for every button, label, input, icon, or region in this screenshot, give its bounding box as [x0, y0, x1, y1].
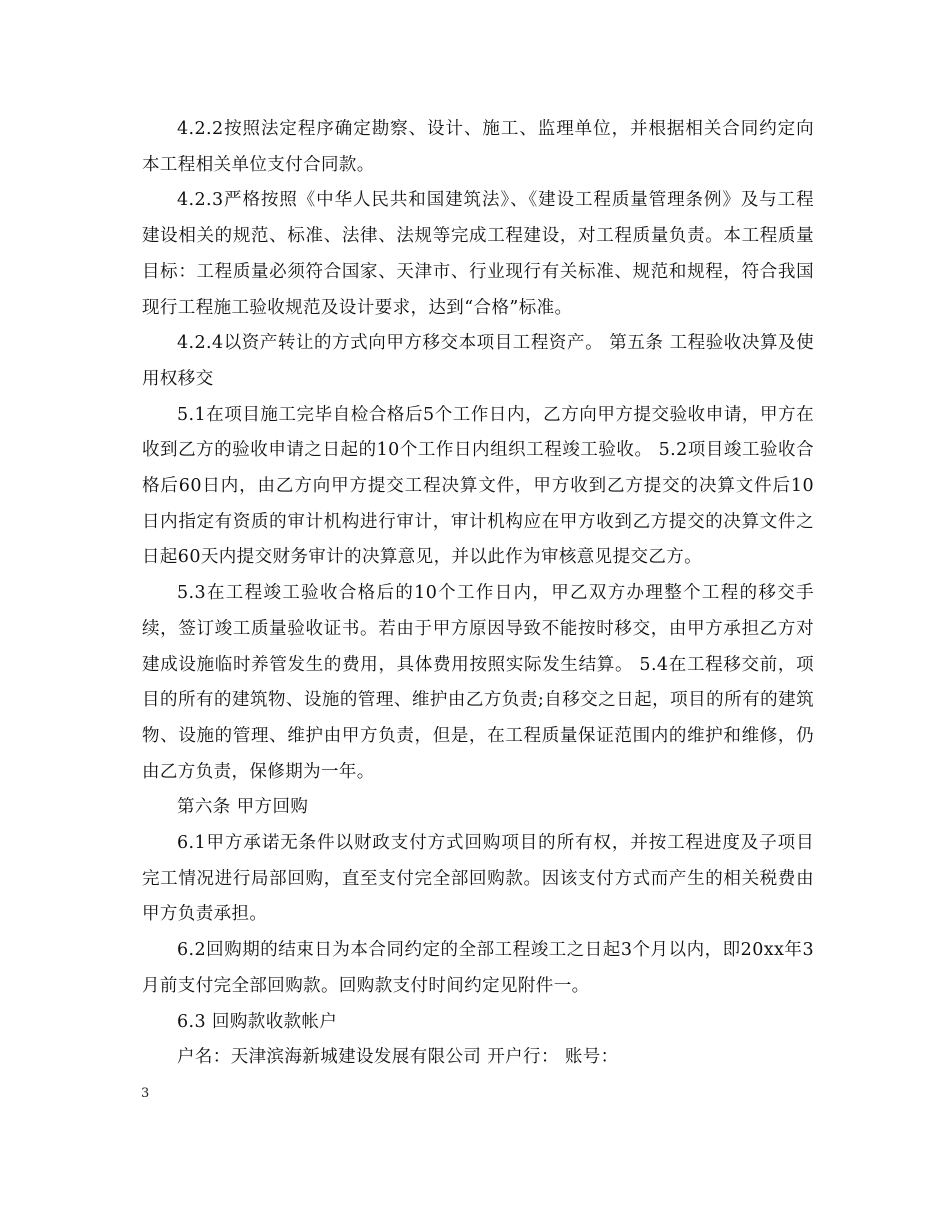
section-heading-6: 第六条 甲方回购: [177, 797, 309, 818]
paragraph-4-2-3: 4.2.3严格按照《中华人民共和国建筑法》、《建设工程质量管理条例》及与工程建设相关的规范、标准、法律、法规等完成工程建设，对工程质量负责。本工程质量目标：工程质量必须符合国家、天津市、行业现行有关标准、规范和规程，符合我国现行工程施工验收规范及设计要求，达到“合格”标准。: [142, 190, 814, 318]
paragraph-6-2: 6.2回购期的结束日为本合同约定的全部工程竣工之日起3个月以内，即20xx年3月前支付完全部回购款。回购款支付时间约定见附件一。: [142, 940, 814, 996]
paragraph-5-1: 5.1在项目施工完毕自检合格后5个工作日内，乙方向甲方提交验收申请，甲方在收到乙方的验收申请之日起的10个工作日内组织工程竣工验收。 5.2项目竣工验收合格后60日内，由乙方向甲方提交工程决算文件，甲方收到乙方提交的决算文件后10日内指定有资质的审计机构进行审计，审计机构应在甲方收到乙方提交的决算文件之日起60天内提交财务审计的决算意见，并以此作为审核意见提交乙方。: [142, 404, 814, 568]
document-body: [142, 112, 814, 1076]
page-number: 3: [141, 1086, 150, 1101]
paragraph-4-2-2: 4.2.2按照法定程序确定勘察、设计、施工、监理单位，并根据相关合同约定向本工程相关单位支付合同款。: [142, 119, 814, 175]
account-info-line: 户名：天津滨海新城建设发展有限公司 开户行： 账号：: [177, 1047, 619, 1068]
paragraph-6-1: 6.1甲方承诺无条件以财政支付方式回购项目的所有权，并按工程进度及子项目完工情况进行局部回购，直至支付完全部回购款。因该支付方式而产生的相关税费由甲方负责承担。: [142, 833, 814, 925]
paragraph-4-2-4: 4.2.4以资产转让的方式向甲方移交本项目工程资产。 第五条 工程验收决算及使用权移交: [142, 333, 814, 389]
paragraph-5-3: 5.3在工程竣工验收合格后的10个工作日内，甲乙双方办理整个工程的移交手续，签订竣工质量验收证书。若由于甲方原因导致不能按时移交，由甲方承担乙方对建成设施临时养管发生的费用，具体费用按照实际发生结算。 5.4在工程移交前，项目的所有的建筑物、设施的管理、维护由乙方负责;自移交之日起，项目的所有的建筑物、设施的管理、维护由甲方负责，但是，在工程质量保证范围内的维护和维修，仍由乙方负责，保修期为一年。: [142, 583, 814, 782]
paragraph-6-3: 6.3 回购款收款帐户: [177, 1011, 338, 1032]
